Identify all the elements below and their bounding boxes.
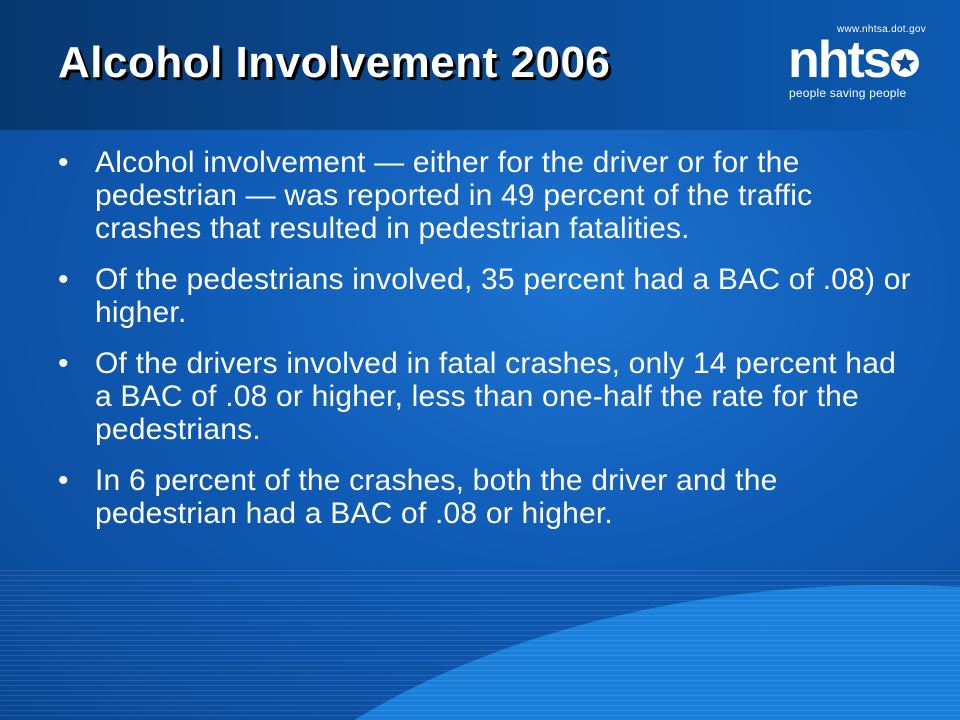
- star-icon: [890, 48, 920, 78]
- bullet-item: [58, 263, 918, 329]
- bullet-glyph: •: [58, 263, 69, 296]
- bullet-text: Of the drivers involved in fatal crashes, only 14 percent had a BAC of .08 or higher, less than one-half the rate for the pedestrians.: [95, 347, 896, 446]
- bullet-text: In 6 percent of the crashes, both the driver and the pedestrian had a BAC of .08 or higher.: [95, 464, 778, 530]
- slide-title: Alcohol Involvement 2006: [58, 38, 611, 87]
- logo-tagline: people saving people: [789, 86, 907, 100]
- decorative-lines: [0, 570, 960, 720]
- bullet-item: [58, 347, 918, 446]
- bullet-glyph: •: [58, 347, 69, 380]
- logo-wordmark: nhts: [788, 31, 890, 89]
- bullet-item: [58, 464, 918, 530]
- bullet-item: [58, 146, 918, 245]
- bullet-text: Alcohol involvement — either for the driver or for the pedestrian — was reported in 49 percent of the traffic crashes that resulted in pedestrian fatalities.: [95, 146, 813, 245]
- nhtsa-logo: [780, 22, 940, 106]
- logo-url: www.nhtsa.dot.gov: [836, 24, 926, 35]
- bullet-glyph: •: [58, 464, 69, 497]
- bullet-text: Of the pedestrians involved, 35 percent had a BAC of .08) or higher.: [95, 263, 911, 329]
- bullet-list: [58, 146, 918, 548]
- bullet-glyph: •: [58, 146, 69, 179]
